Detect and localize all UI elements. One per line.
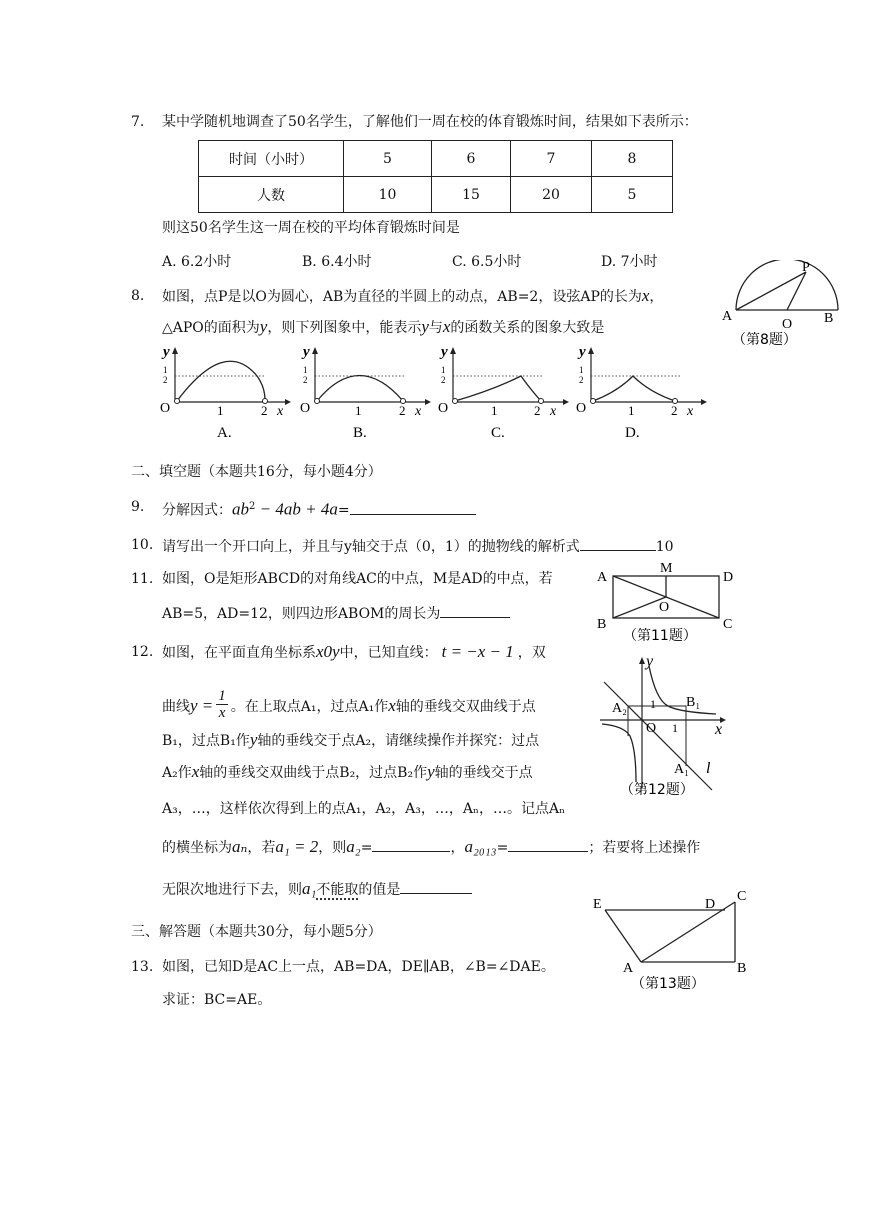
q12-line3 [162,731,539,750]
label-a1: A₁ [674,762,689,777]
q12-number: 12. [131,644,154,660]
q9-text: 分解因式： [162,502,232,519]
q12-line6: 的横坐标为aₙ，若a₁ = 2，则a₂= ，a₂₀₁₃= ；若要将上述操作 [162,837,701,856]
q12-line6-end: ；若要将上述操作 [588,840,701,856]
q9-expr-b: − 4ab + 4a [255,499,338,519]
q12-line4-text: A₂作 [162,765,192,781]
q8-graph-b [295,342,435,440]
q12-line3-end: 轴的垂线交于点A₂，请继续操作并探究：过点 [257,733,540,749]
q11-figure-caption: （第11题） [623,628,697,644]
q12-eq2: = [496,840,509,856]
chord-ap [736,272,806,310]
q7-option-d: D. 7小时 [601,254,658,270]
q10-text: 请写出一个开口向上，并且与y轴交于点（0，1）的抛物线的解析式 [162,539,580,555]
label-d: D [705,897,716,912]
q8-var-x2: x [442,317,451,336]
section-3-heading: 三、解答题（本题共30分，每小题5分） [131,924,382,940]
y-arrow-icon [639,657,645,664]
q13-line1: 如图，已知D是AC上一点，AB=DA，DE∥AB，∠B=∠DAE。 [162,959,555,975]
q12-line1 [162,643,546,662]
half-denominator: 2 [441,375,446,385]
q8-line2 [162,318,604,337]
label-b: B [597,617,607,632]
q11-rectangle-figure [593,556,743,646]
q12-a1eq: a₁ = 2 [275,837,319,856]
q12-line2 [162,690,536,724]
q12-a2013-answer-blank[interactable] [508,837,588,852]
table-cell: 8 [592,141,673,177]
y-label: y [646,653,654,670]
option-label-a: A. [217,425,232,440]
tick-2: 2 [534,403,541,418]
table-cell: 5 [344,141,432,177]
tick-2: 2 [261,403,268,418]
x-arrow-icon [285,399,291,405]
q8-var-x: x [641,286,650,305]
q9-eq: = [337,502,350,519]
q12-line2-mid: 。在上取点A₁，过点A₁作 [230,699,389,715]
origin-label: O [646,721,657,736]
curve [317,376,403,402]
x-label: x [415,404,422,419]
y-arrow-icon [312,347,318,354]
q12-line4 [162,763,533,782]
q8-line2-mid: ，则下列图象中，能表示 [267,320,422,336]
y-label: y [441,344,448,360]
q12-line7-end: 的值是 [358,882,401,898]
q8-var-y: y [259,317,268,336]
x-arrow-icon [701,399,707,405]
segment-ea [605,910,641,962]
tick-one-y: 1 [650,697,656,711]
q7-stem: 某中学随机地调查了50名学生，了解他们一周在校的体育锻炼时间，结果如下表所示： [162,114,698,130]
segment-ac [641,902,735,962]
q9-answer-blank[interactable] [350,500,476,515]
table-cell: 人数 [199,177,344,213]
origin-label: O [160,401,171,416]
label-a2: A₂ [612,701,627,716]
half-numerator: 1 [441,365,446,375]
q11-line1: 如图，O是矩形ABCD的对角线AC的中点，M是AD的中点，若 [162,571,553,587]
label-c: C [737,889,747,904]
q8-line1-text: 如图，点P是以O为圆心，AB为直径的半圆上的动点，AB=2，设弦AP的长为 [162,289,642,305]
tick-2: 2 [671,403,678,418]
label-o: O [782,317,793,332]
q8-graph-c [433,342,573,440]
x-arrow-icon [425,399,431,405]
q7-option-c: C. 6.5小时 [452,254,522,270]
q8-number: 8. [131,288,145,304]
y-arrow-icon [588,347,594,354]
table-cell: 10 [344,177,432,213]
q12-a2-answer-blank[interactable] [372,837,450,852]
q11-answer-blank[interactable] [440,603,510,618]
half-numerator: 1 [303,365,308,375]
q12-line4-end: 轴的垂线交于点 [434,765,533,781]
tick-1: 1 [491,403,498,418]
curve [455,376,541,401]
q12-coordinate-figure [594,650,744,800]
option-label-b: B. [353,425,367,440]
q13-triangle-figure [585,882,760,997]
label-b: B [824,311,834,326]
open-point [315,399,320,404]
tick-2: 2 [399,403,406,418]
curve [593,376,675,401]
table-cell: 6 [432,141,511,177]
q12-hyp-den: x [218,705,226,721]
label-o: O [659,600,670,615]
table-cell: 7 [511,141,592,177]
q8-line2-with: 与 [428,320,443,336]
tick-1: 1 [217,403,224,418]
q12-figure-caption: （第12题） [620,782,694,798]
q7-option-b: B. 6.4小时 [302,254,372,270]
q10-line [162,536,674,556]
q8-line2-end: 的函数关系的图象大致是 [450,320,605,336]
q12-line1-mid: 中，已知直线： [339,645,438,661]
q10-number: 10. [131,537,154,553]
label-a: A [722,309,733,324]
q11-number: 11. [131,571,154,587]
q8-comma: ， [649,289,664,305]
label-e: E [593,897,602,912]
q12-line4-mid: 轴的垂线交双曲线于点B₂，过点B₂作 [199,765,428,781]
q12-a2013: a₂₀₁₃ [464,837,497,856]
semicircle-arc [736,260,838,310]
y-arrow-icon [450,347,456,354]
q12-line-eq: t = −x − 1 [441,642,514,661]
label-a: A [623,961,634,976]
table-cell: 5 [592,177,673,213]
label-d: D [723,570,734,585]
half-numerator: 1 [163,365,168,375]
q12-var-y2: y [427,762,435,781]
q8-figure-caption: （第8题） [732,332,797,348]
x-label: x [687,404,694,419]
q12-a1-answer-blank[interactable] [400,879,472,894]
q10-tail: 10 [655,539,674,555]
y-label: y [303,344,310,360]
q12-line3-text: B₁，过点B₁作 [162,733,250,749]
q7-option-a: A. 6.2小时 [162,254,232,270]
label-b1: B₁ [686,695,701,710]
q12-line5: A₃，…，这样依次得到上的点A₁，A₂，A₃，…，Aₙ，…。记点Aₙ [162,801,566,817]
origin-label: O [300,401,311,416]
q12-line6-if: ，若 [247,840,276,856]
q12-coord: x0y [316,642,340,661]
hyperbola-branch-1 [649,666,716,714]
q9-number: 9. [131,499,145,515]
label-l: l [706,760,711,777]
q12-a1: a₁ [302,879,317,898]
option-label-c: C. [491,425,505,440]
q12-var-y: y [249,730,258,749]
q12-notcan: 不能取 [316,882,359,898]
q7-table [198,140,673,213]
label-a: A [597,570,608,585]
y-arrow-icon [172,347,178,354]
x-label: x [550,404,557,419]
q13-figure-caption: （第13题） [631,976,705,992]
q12-line7 [162,879,472,899]
q13-line2: 求证：BC=AE。 [162,992,272,1008]
curve [177,361,265,401]
half-numerator: 1 [579,365,584,375]
half-denominator: 2 [303,375,308,385]
x-label: x [277,404,284,419]
table-row [199,141,673,177]
tick-one-x: 1 [672,721,678,735]
x-arrow-icon [563,399,569,405]
q10-answer-blank[interactable] [580,536,656,551]
q12-line7-text: 无限次地进行下去，则 [162,882,302,898]
q12-line2-end: 轴的垂线交双曲线于点 [395,699,536,715]
q9-line [162,498,476,520]
origin-label: O [576,401,587,416]
tick-1: 1 [628,403,635,418]
q12-a2: a₂ [346,837,361,856]
section-2-heading: 二、填空题（本题共16分，每小题4分） [131,464,382,480]
q8-graph-d [571,342,711,440]
tick-1: 1 [355,403,362,418]
q12-var-x: x [388,696,396,715]
q13-number: 13. [131,959,154,975]
q12-var-x2: x [191,762,200,781]
q11-line2-text: AB=5，AD=12，则四边形ABOM的周长为 [162,606,441,622]
table-cell: 15 [432,177,511,213]
label-p: P [802,260,810,275]
q8-line1 [162,287,663,306]
q11-line2 [162,603,510,623]
q9-expr-a: ab [232,499,249,519]
q12-line6-then: ，则 [318,840,347,856]
open-point [175,399,180,404]
q12-line1-text: 如图，在平面直角坐标系 [162,645,316,661]
y-label: y [579,344,586,360]
q7-ask: 则这50名学生这一周在校的平均体育锻炼时间是 [162,220,460,236]
option-label-d: D. [625,425,640,440]
q8-semicircle-figure [718,260,843,355]
q12-hyp-lhs: y = [190,696,214,715]
q12-line1-end: ，双 [517,645,546,661]
half-denominator: 2 [579,375,584,385]
label-c: C [723,617,733,632]
q12-eq1: = [360,840,373,856]
open-point [453,399,458,404]
label-m: M [660,561,673,576]
x-label: x [715,721,723,738]
q8-var-y2: y [421,317,429,336]
hyperbola-branch-2 [602,724,636,782]
q12-hyp-num: 1 [218,688,226,704]
q12-hyp-fraction [216,688,228,722]
open-point [591,399,596,404]
q12-an: aₙ [232,837,248,856]
label-b: B [737,961,747,976]
q12-line6-text: 的横坐标为 [162,840,232,856]
q8-graph-a [155,342,295,440]
origin-label: O [438,401,449,416]
q7-number: 7. [131,114,145,130]
q9-expr-sup: 2 [249,501,256,512]
q12-line2-text: 曲线 [162,699,190,715]
table-cell: 20 [511,177,592,213]
y-label: y [163,344,170,360]
table-cell: 时间（小时） [199,141,344,177]
half-denominator: 2 [163,375,168,385]
table-row [199,177,673,213]
q8-line2-text: △APO的面积为 [162,320,260,336]
